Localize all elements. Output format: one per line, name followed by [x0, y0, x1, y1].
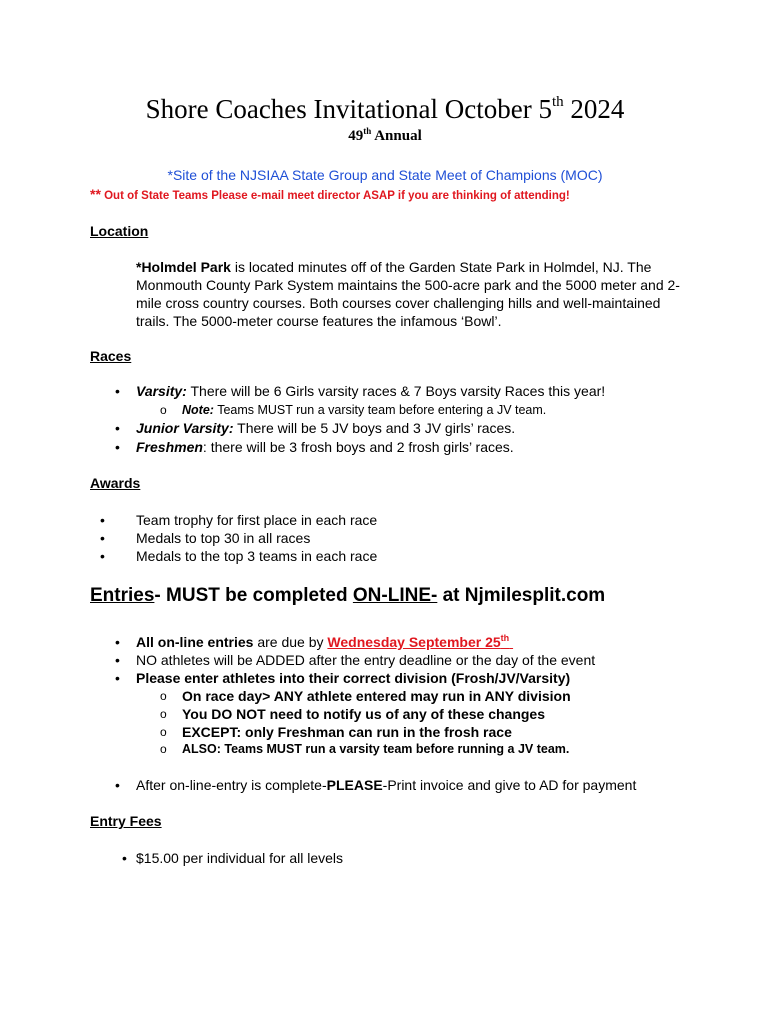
location-description: *Holmdel Park is located minutes off of the Garden State Park in Holmdel, NJ. The Monmouth County Park System maintains the 500-acre park and the 5000 meter and 2-mile cross country courses. Both courses cover challenging hills and well-maintained trails. The 5000-meter course features the infamous ‘Bowl’. — [136, 259, 680, 329]
entries-heading: Entries- MUST be completed ON-LINE- at Njmilesplit.com — [90, 585, 606, 606]
circle-bullet-icon: o — [160, 725, 167, 739]
fee-item: $15.00 per individual for all levels — [136, 850, 344, 866]
bullet-icon: • — [100, 512, 105, 528]
no-add-notice: NO athletes will be ADDED after the entry deadline or the day of the event — [136, 652, 596, 668]
bullet-icon: • — [115, 383, 120, 399]
out-of-state-note: ** Out of State Teams Please e-mail meet director ASAP if you are thinking of attending! — [90, 186, 570, 202]
bullet-icon: • — [115, 439, 120, 455]
award-item: Team trophy for first place in each race — [136, 512, 378, 528]
division-notice: Please enter athletes into their correct division (Frosh/JV/Varsity) — [136, 670, 571, 686]
location-heading: Location — [90, 223, 149, 239]
entry-deadline: All on-line entries are due by Wednesday September 25th — [136, 633, 513, 651]
division-sub-item: On race day> ANY athlete entered may run in ANY division — [182, 688, 571, 704]
varsity-races: Varsity: There will be 6 Girls varsity races & 7 Boys varsity Races this year! — [136, 383, 606, 399]
races-heading: Races — [90, 348, 132, 364]
award-item: Medals to top 30 in all races — [136, 530, 311, 546]
division-sub-item: EXCEPT: only Freshman can run in the frosh race — [182, 724, 512, 740]
bullet-icon: • — [122, 850, 127, 866]
division-sub-item: ALSO: Teams MUST run a varsity team before running a JV team. — [182, 742, 570, 756]
deadline-date: Wednesday September 25th — [327, 633, 510, 650]
page-title: Shore Coaches Invitational October 5th 2024 — [145, 94, 625, 124]
division-sub-item: You DO NOT need to notify us of any of these changes — [182, 706, 545, 722]
varsity-note: Note: Teams MUST run a varsity team before entering a JV team. — [182, 403, 547, 417]
circle-bullet-icon: o — [160, 689, 167, 703]
bullet-icon: • — [115, 420, 120, 436]
page-subtitle: 49th Annual — [348, 126, 422, 144]
circle-bullet-icon: o — [160, 707, 167, 721]
frosh-races: Freshmen: there will be 3 frosh boys and 2 frosh girls’ races. — [136, 439, 514, 455]
bullet-icon: • — [115, 652, 120, 668]
entry-fees-heading: Entry Fees — [90, 813, 162, 829]
award-item: Medals to the top 3 teams in each race — [136, 548, 378, 564]
circle-bullet-icon: o — [160, 742, 167, 756]
circle-bullet-icon: o — [160, 403, 167, 417]
bullet-icon: • — [100, 548, 105, 564]
bullet-icon: • — [115, 670, 120, 686]
site-note: *Site of the NJSIAA State Group and State Meet of Champions (MOC) — [167, 167, 603, 183]
awards-heading: Awards — [90, 475, 141, 491]
bullet-icon: • — [115, 634, 120, 650]
jv-races: Junior Varsity: There will be 5 JV boys and 3 JV girls’ races. — [136, 420, 516, 436]
invoice-notice: After on-line-entry is complete-PLEASE-Print invoice and give to AD for payment — [136, 777, 637, 793]
bullet-icon: • — [115, 777, 120, 793]
bullet-icon: • — [100, 530, 105, 546]
